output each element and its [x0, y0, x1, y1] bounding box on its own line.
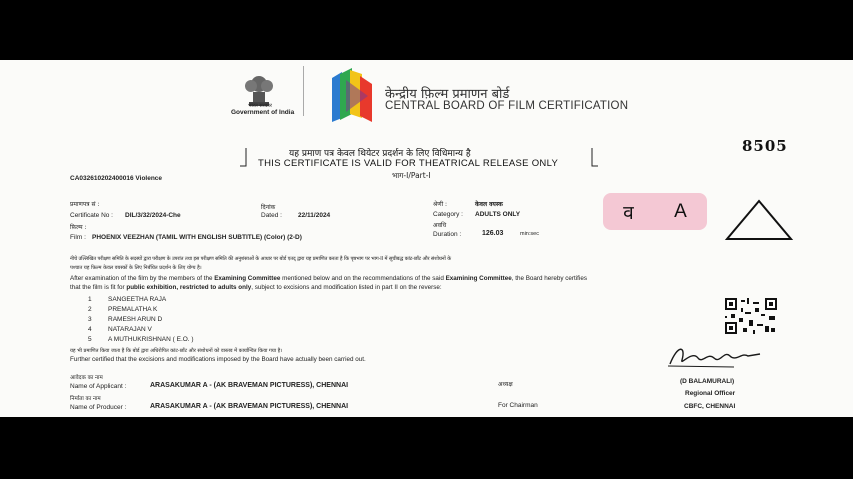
date-value: 22/11/2024: [298, 212, 331, 219]
list-item: 3 RAMESH ARUN D: [88, 316, 163, 323]
board-name: CENTRAL BOARD OF FILM CERTIFICATION: [385, 100, 629, 112]
triangle-icon: [724, 198, 794, 242]
certificate-page: [0, 60, 853, 417]
producer-value: ARASAKUMAR A - (AK BRAVEMAN PICTURESS), CHENNAI: [150, 403, 349, 410]
film-hindi: फ़िल्म :: [70, 224, 87, 231]
cert-no-value: DIL/3/32/2024-Che: [125, 212, 181, 219]
duration-label: Duration :: [433, 231, 462, 238]
cert-no-label: Certificate No :: [70, 212, 113, 219]
part-label: भाग-I/Part-I: [392, 171, 431, 180]
signature: [664, 340, 764, 372]
film-value: PHOENIX VEEZHAN (TAMIL WITH ENGLISH SUBTITLE) (Color) (2-D): [92, 234, 302, 241]
further-text: Further certified that the excisions and modifications imposed by the Board have actually been carried out.: [70, 356, 366, 363]
duration-hindi: अवधि: [433, 222, 447, 229]
duration-unit: min:sec: [520, 231, 539, 237]
validity-hindi: यह प्रमाण पत्र केवल थियेटर प्रदर्शन के लिए विधिमान्य है: [289, 149, 471, 159]
body-en-line-1: After examination of the film by the members of the Examining Committee mentioned below and on the recommendations of the said Examining Committee, the Board hereby certifies: [70, 275, 587, 282]
national-emblem-icon: [238, 68, 280, 108]
rating-hindi: व: [623, 201, 634, 224]
emblem-caption: Government of India: [231, 109, 295, 116]
board-name-hindi: केन्द्रीय फ़िल्म प्रमाणन बोर्ड: [385, 87, 510, 102]
emblem-caption-hindi: भारत सरकार: [248, 103, 272, 109]
category-value: ADULTS ONLY: [475, 211, 521, 218]
officer-title: Regional Officer: [685, 390, 736, 397]
chairman-label: For Chairman: [498, 402, 538, 409]
rating-letter: A: [674, 200, 687, 222]
chairman-hindi: अध्यक्ष: [498, 381, 513, 388]
list-item: 1 SANGEETHA RAJA: [88, 296, 167, 303]
date-label: Dated :: [261, 212, 282, 219]
validity-text: THIS CERTIFICATE IS VALID FOR THEATRICAL RELEASE ONLY: [258, 158, 559, 169]
category-hindi: श्रेणी :: [433, 201, 448, 208]
producer-hindi: निर्माता का नाम: [70, 396, 101, 402]
film-label: Film :: [70, 234, 86, 241]
cbfc-logo-icon: [328, 66, 378, 124]
category-hindi-value: केवल वयस्क: [475, 201, 503, 208]
reference-code: CA032610202400016 Violence: [70, 175, 163, 182]
cert-no-hindi: प्रमाणपत्र सं :: [70, 201, 100, 208]
validity-bracket: [240, 146, 598, 174]
producer-label: Name of Producer :: [70, 404, 127, 411]
rating-badge: [603, 193, 707, 230]
applicant-value: ARASAKUMAR A - (AK BRAVEMAN PICTURESS), CHENNAI: [150, 382, 349, 389]
category-label: Category :: [433, 211, 463, 218]
header-divider: [303, 66, 304, 116]
officer-office: CBFC, CHENNAI: [684, 403, 736, 410]
date-hindi: दिनांक: [261, 204, 276, 211]
list-item: 2 PREMALATHA K: [88, 306, 158, 313]
body-hindi-2: पश्चात यह फ़िल्म केवल वयस्कों के लिए निर्बंधित प्रदर्शन के लिए योग्य है।: [70, 265, 202, 271]
officer-name: (D BALAMURALI): [680, 378, 735, 385]
body-hindi: नीचे उल्लिखित परीक्षण समिति के सदस्यों द्वारा परीक्षण के उपरांत तथा इस परीक्षण समिति की अनुशंसाओं के आधार पर बोर्ड एतद् द्वारा यह प्रमाणित करता है कि पृष्ठभाग पर भाग-II में सूचीबद्ध कांट-छाँट और संशोधनों के: [70, 256, 451, 262]
body-en-line-2: that the film is fit for public exhibition, restricted to adults only, subject to excisions and modification listed in part II on the reverse:: [70, 284, 442, 291]
list-item: 5 A MUTHUKRISHNAN ( E.O. ): [88, 336, 194, 343]
duration-value: 126.03: [482, 230, 504, 237]
applicant-hindi: आवेदक का नाम: [70, 375, 103, 381]
certificate-number: 8505: [742, 137, 788, 155]
list-item: 4 NATARAJAN V: [88, 326, 152, 333]
qr-code-icon: [725, 298, 777, 334]
further-hindi: यह भी प्रमाणित किया जाता है कि बोर्ड द्वारा अधिरोपित कांट-छाँट और संशोधनों को वास्तव में कार्यान्वित किया गया है।: [70, 348, 283, 354]
applicant-label: Name of Applicant :: [70, 383, 127, 390]
